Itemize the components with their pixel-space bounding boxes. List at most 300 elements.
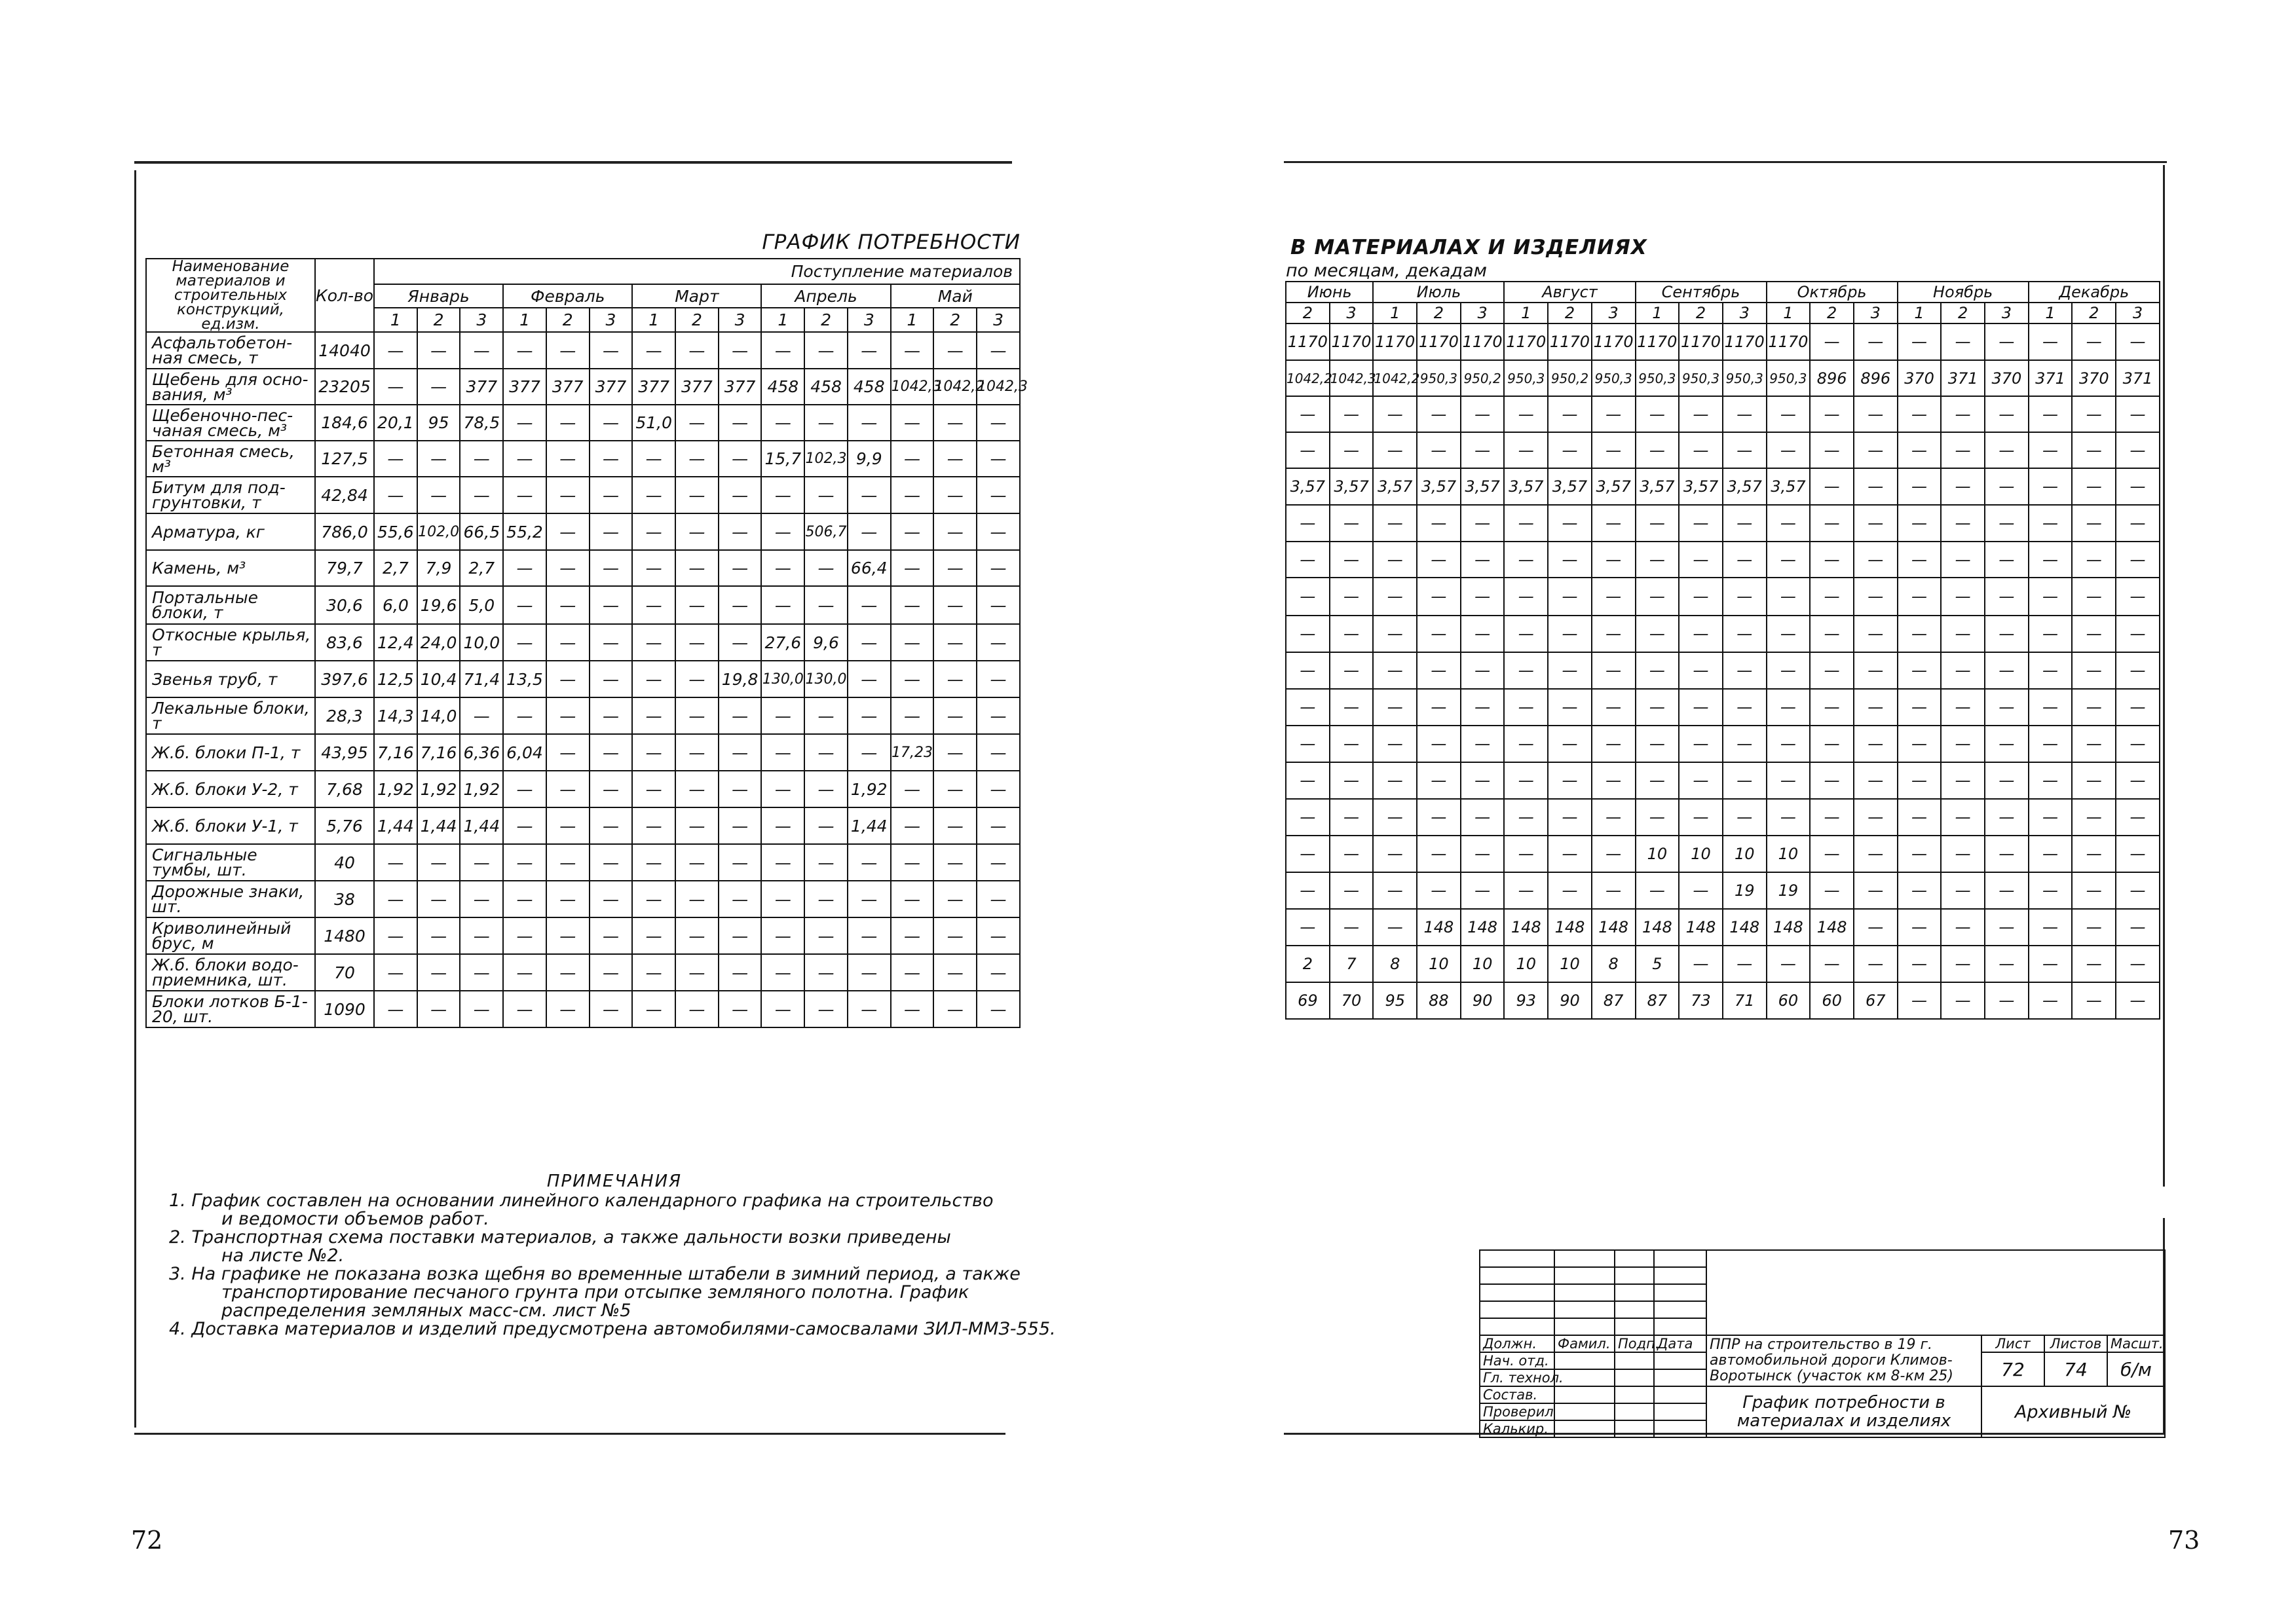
supply-cell: — <box>1679 799 1723 836</box>
supply-cell: — <box>2116 652 2160 689</box>
month-header: Август <box>1504 282 1635 303</box>
table-row <box>1286 616 2160 652</box>
supply-cell: — <box>1636 799 1680 836</box>
material-quantity: 23205 <box>315 369 374 405</box>
stamp-role-0: Нач. отд. <box>1480 1352 1554 1369</box>
supply-cell: — <box>632 954 675 991</box>
supply-cell: — <box>1723 616 1767 652</box>
supply-cell: — <box>374 844 417 881</box>
supply-cell: — <box>1898 323 1942 360</box>
table-row <box>146 332 1020 369</box>
supply-cell: 1,44 <box>460 807 503 844</box>
supply-cell: — <box>2029 505 2073 542</box>
supply-cell: — <box>1636 396 1680 432</box>
supply-cell: 6,0 <box>374 586 417 624</box>
supply-cell: — <box>1985 836 2029 872</box>
supply-cell: — <box>1810 762 1854 799</box>
supply-cell: — <box>675 624 719 661</box>
stamp-sheet-label: Лист <box>1981 1335 2044 1352</box>
supply-cell: — <box>1330 505 1374 542</box>
table-row <box>146 477 1020 513</box>
supply-cell: — <box>933 661 977 697</box>
decade-header: 2 <box>417 308 460 332</box>
supply-cell: — <box>804 477 848 513</box>
supply-cell: — <box>1854 468 1898 505</box>
supply-cell: — <box>546 697 590 734</box>
supply-cell: 148 <box>1810 909 1854 946</box>
supply-cell: — <box>590 586 633 624</box>
decade-header: 1 <box>891 308 934 332</box>
material-name: Криволинейный брус, м <box>146 917 315 954</box>
supply-cell: — <box>848 332 891 369</box>
supply-cell: — <box>977 513 1020 550</box>
supply-cell: — <box>417 917 460 954</box>
supply-cell: — <box>675 954 719 991</box>
supply-cell: — <box>933 807 977 844</box>
supply-cell: — <box>1461 836 1505 872</box>
month-header: Февраль <box>503 284 632 308</box>
supply-cell: — <box>1461 799 1505 836</box>
supply-cell: — <box>1461 396 1505 432</box>
supply-cell: 7 <box>1330 946 1374 982</box>
supply-cell: 6,04 <box>503 734 546 771</box>
supply-cell: — <box>1373 836 1417 872</box>
stamp-label-position: Должн. <box>1480 1335 1554 1352</box>
supply-cell: — <box>804 771 848 807</box>
supply-cell: 9,9 <box>848 441 891 477</box>
supply-cell: — <box>1286 542 1330 578</box>
supply-cell: 2,7 <box>460 550 503 586</box>
supply-cell: — <box>1592 652 1636 689</box>
supply-cell: 19,6 <box>417 586 460 624</box>
supply-cell: — <box>1854 505 1898 542</box>
supply-cell: — <box>891 954 934 991</box>
supply-cell: — <box>503 881 546 917</box>
supply-cell: 377 <box>675 369 719 405</box>
supply-cell: — <box>761 550 804 586</box>
supply-cell: 1042,2 <box>933 369 977 405</box>
supply-cell: — <box>1548 652 1592 689</box>
supply-cell: — <box>1461 432 1505 468</box>
supply-cell: — <box>1767 505 1811 542</box>
supply-cell: — <box>1504 836 1548 872</box>
supply-cell: — <box>761 844 804 881</box>
material-name: Дорожные знаки, шт. <box>146 881 315 917</box>
material-name: Бетонная смесь, м³ <box>146 441 315 477</box>
stamp-project: ППР на строительство в 19 г. автомобильной дороги Климов-Воротынск (участок км 8-км 25) <box>1706 1335 1981 1386</box>
supply-cell: — <box>1898 946 1942 982</box>
supply-cell: — <box>761 991 804 1027</box>
supply-cell: — <box>1504 689 1548 726</box>
supply-cell: — <box>546 771 590 807</box>
supply-cell: — <box>891 881 934 917</box>
supply-cell: 10 <box>1723 836 1767 872</box>
supply-cell: — <box>1679 652 1723 689</box>
supply-cell: — <box>804 881 848 917</box>
supply-cell: — <box>590 513 633 550</box>
supply-cell: — <box>1286 396 1330 432</box>
supply-cell: — <box>2029 432 2073 468</box>
supply-cell: — <box>977 991 1020 1027</box>
supply-cell: — <box>2116 542 2160 578</box>
supply-cell: — <box>1854 652 1898 689</box>
supply-cell: — <box>632 734 675 771</box>
supply-cell: — <box>2072 468 2116 505</box>
supply-cell: 148 <box>1767 909 1811 946</box>
supply-cell: 377 <box>632 369 675 405</box>
supply-cell: — <box>1548 836 1592 872</box>
supply-cell: — <box>417 954 460 991</box>
stamp-label-surname: Фамил. <box>1554 1335 1615 1352</box>
supply-cell: — <box>761 697 804 734</box>
supply-cell: 377 <box>590 369 633 405</box>
supply-cell: — <box>1330 836 1374 872</box>
supply-cell: 78,5 <box>460 405 503 441</box>
material-quantity: 83,6 <box>315 624 374 661</box>
supply-cell: 1170 <box>1373 323 1417 360</box>
supply-cell: — <box>1898 652 1942 689</box>
supply-cell: — <box>719 954 762 991</box>
supply-cell: — <box>891 771 934 807</box>
supply-cell: 19 <box>1767 872 1811 909</box>
supply-cell: — <box>933 405 977 441</box>
supply-cell: 10 <box>1636 836 1680 872</box>
decade-header: 1 <box>1504 303 1548 323</box>
supply-cell: — <box>2029 726 2073 762</box>
supply-cell: 10,4 <box>417 661 460 697</box>
supply-cell: — <box>1854 909 1898 946</box>
supply-cell: — <box>1592 578 1636 616</box>
supply-cell: — <box>1985 505 2029 542</box>
supply-cell: — <box>1504 578 1548 616</box>
decade-header: 2 <box>1810 303 1854 323</box>
supply-cell: — <box>2072 323 2116 360</box>
supply-cell: — <box>1636 578 1680 616</box>
supply-cell: — <box>1286 909 1330 946</box>
supply-cell: — <box>374 369 417 405</box>
supply-cell: 950,2 <box>1548 360 1592 396</box>
supply-cell: — <box>1417 652 1461 689</box>
supply-cell: 1170 <box>1461 323 1505 360</box>
supply-cell: — <box>546 954 590 991</box>
supply-cell: — <box>1330 799 1374 836</box>
supply-cell: — <box>1592 505 1636 542</box>
supply-cell: — <box>1898 872 1942 909</box>
table-row <box>146 954 1020 991</box>
supply-cell: 6,36 <box>460 734 503 771</box>
table-row <box>1286 652 2160 689</box>
supply-cell: — <box>1985 689 2029 726</box>
supply-cell: — <box>1373 909 1417 946</box>
supply-cell: — <box>1679 872 1723 909</box>
decade-header: 3 <box>1854 303 1898 323</box>
supply-cell: — <box>2072 762 2116 799</box>
supply-cell: — <box>1286 578 1330 616</box>
supply-cell: — <box>1286 726 1330 762</box>
supply-cell: — <box>374 441 417 477</box>
supply-cell: — <box>2072 432 2116 468</box>
supply-cell: — <box>590 881 633 917</box>
supply-cell: — <box>1898 909 1942 946</box>
supply-cell: — <box>374 917 417 954</box>
supply-cell: — <box>1636 872 1680 909</box>
supply-cell: — <box>460 881 503 917</box>
supply-cell: — <box>1810 432 1854 468</box>
supply-cell: — <box>632 624 675 661</box>
bottom-rule <box>134 1433 1005 1435</box>
supply-cell: — <box>2029 578 2073 616</box>
supply-cell: — <box>1373 396 1417 432</box>
supply-cell: — <box>2116 946 2160 982</box>
materials-table-right <box>1285 261 2160 1020</box>
decade-header: 3 <box>719 308 762 332</box>
supply-cell: — <box>675 881 719 917</box>
supply-cell: 17,23 <box>891 734 934 771</box>
note-item: 2. Транспортная схема поставки материалов, а также дальности возки приведены <box>169 1227 951 1247</box>
stamp-sheet-value: 72 <box>1981 1352 2044 1386</box>
material-name: Портальные блоки, т <box>146 586 315 624</box>
supply-cell: — <box>546 441 590 477</box>
supply-cell: 15,7 <box>761 441 804 477</box>
supply-cell: — <box>417 332 460 369</box>
supply-cell: — <box>675 771 719 807</box>
supply-cell: — <box>1373 616 1417 652</box>
decade-header: 2 <box>2072 303 2116 323</box>
supply-cell: — <box>719 513 762 550</box>
supply-cell: — <box>1810 505 1854 542</box>
supply-cell: — <box>1810 542 1854 578</box>
supply-cell: — <box>546 513 590 550</box>
decade-header: 3 <box>1330 303 1374 323</box>
supply-cell: — <box>1417 542 1461 578</box>
decade-header: 3 <box>460 308 503 332</box>
supply-cell: — <box>1679 616 1723 652</box>
supply-cell: — <box>1330 542 1374 578</box>
supply-cell: — <box>1898 616 1942 652</box>
supply-cell: — <box>1417 872 1461 909</box>
supply-cell: 458 <box>804 369 848 405</box>
supply-cell: — <box>503 624 546 661</box>
supply-cell: 458 <box>761 369 804 405</box>
supply-cell: — <box>632 881 675 917</box>
header-supply: Поступление материалов <box>374 259 1020 284</box>
supply-cell: — <box>632 771 675 807</box>
supply-cell: — <box>1592 616 1636 652</box>
supply-cell: — <box>546 881 590 917</box>
supply-cell: — <box>1373 652 1417 689</box>
supply-cell: — <box>1330 726 1374 762</box>
supply-cell: 1042,3 <box>977 369 1020 405</box>
supply-cell: — <box>848 917 891 954</box>
supply-cell: — <box>933 513 977 550</box>
table-row <box>146 586 1020 624</box>
supply-cell: — <box>1985 762 2029 799</box>
supply-cell: — <box>1679 542 1723 578</box>
supply-cell: 70 <box>1330 982 1374 1019</box>
supply-cell: — <box>2072 689 2116 726</box>
material-quantity: 14040 <box>315 332 374 369</box>
supply-cell: — <box>2116 323 2160 360</box>
supply-cell: — <box>891 441 934 477</box>
supply-cell: 950,2 <box>1461 360 1505 396</box>
supply-cell: — <box>2116 396 2160 432</box>
supply-cell: — <box>546 405 590 441</box>
stamp-label-date: Дата <box>1654 1335 1706 1352</box>
supply-cell: — <box>1854 542 1898 578</box>
supply-cell: — <box>1417 616 1461 652</box>
supply-cell: — <box>848 405 891 441</box>
decade-header: 3 <box>1723 303 1767 323</box>
supply-cell: 12,4 <box>374 624 417 661</box>
supply-cell: — <box>1810 799 1854 836</box>
supply-cell: — <box>1941 909 1985 946</box>
supply-cell: — <box>1810 726 1854 762</box>
supply-cell: — <box>1679 578 1723 616</box>
supply-cell: 458 <box>848 369 891 405</box>
supply-cell: 3,57 <box>1504 468 1548 505</box>
decade-header: 2 <box>933 308 977 332</box>
supply-cell: 60 <box>1767 982 1811 1019</box>
supply-cell: — <box>675 917 719 954</box>
supply-cell: 51,0 <box>632 405 675 441</box>
decade-header: 1 <box>1636 303 1680 323</box>
table-row <box>1286 396 2160 432</box>
supply-cell: 95 <box>417 405 460 441</box>
supply-cell: — <box>1636 762 1680 799</box>
supply-cell: — <box>1985 432 2029 468</box>
supply-cell: — <box>1548 432 1592 468</box>
decade-header: 2 <box>1548 303 1592 323</box>
supply-cell: — <box>1985 799 2029 836</box>
supply-cell: — <box>1985 909 2029 946</box>
materials-table-left <box>145 258 1028 1028</box>
supply-cell: — <box>804 697 848 734</box>
supply-cell: — <box>1898 578 1942 616</box>
supply-cell: — <box>1854 872 1898 909</box>
supply-cell: — <box>848 477 891 513</box>
supply-cell: — <box>1592 799 1636 836</box>
supply-cell: — <box>590 661 633 697</box>
supply-cell: — <box>761 881 804 917</box>
supply-cell: — <box>1636 505 1680 542</box>
supply-cell: — <box>590 550 633 586</box>
supply-cell: — <box>2116 578 2160 616</box>
stamp-label-signature: Подп. <box>1615 1335 1654 1352</box>
supply-cell: — <box>675 991 719 1027</box>
supply-cell: — <box>977 661 1020 697</box>
supply-cell: — <box>1417 799 1461 836</box>
supply-cell: — <box>1898 799 1942 836</box>
supply-cell: — <box>977 881 1020 917</box>
supply-cell: — <box>1810 946 1854 982</box>
table-row <box>146 991 1020 1027</box>
table-row <box>1286 578 2160 616</box>
note-item: 1. График составлен на основании линейного календарного графика на строительство <box>169 1190 994 1211</box>
supply-cell: — <box>503 917 546 954</box>
supply-cell: — <box>546 550 590 586</box>
supply-cell: — <box>1679 432 1723 468</box>
supply-cell: — <box>590 844 633 881</box>
supply-cell: — <box>417 477 460 513</box>
note-item-continuation: и ведомости объемов работ. <box>221 1209 489 1229</box>
supply-cell: — <box>460 441 503 477</box>
supply-cell: — <box>848 661 891 697</box>
supply-cell: — <box>848 697 891 734</box>
supply-cell: — <box>1723 432 1767 468</box>
supply-cell: — <box>1504 505 1548 542</box>
supply-cell: — <box>848 991 891 1027</box>
table-row <box>1286 360 2160 396</box>
supply-cell: — <box>1941 616 1985 652</box>
supply-cell: — <box>1985 872 2029 909</box>
supply-cell: — <box>460 917 503 954</box>
supply-cell: — <box>1941 762 1985 799</box>
decade-header: 1 <box>632 308 675 332</box>
supply-cell: — <box>2072 799 2116 836</box>
supply-cell: — <box>2029 836 2073 872</box>
supply-cell: 10 <box>1679 836 1723 872</box>
table-row <box>146 369 1020 405</box>
supply-cell: 5,0 <box>460 586 503 624</box>
supply-cell: 1170 <box>1548 323 1592 360</box>
supply-cell: — <box>977 917 1020 954</box>
supply-cell: 19 <box>1723 872 1767 909</box>
supply-cell: — <box>503 697 546 734</box>
material-name: Лекальные блоки, т <box>146 697 315 734</box>
supply-cell: — <box>2029 616 2073 652</box>
table-subtitle: по месяцам, декадам <box>1286 261 1487 281</box>
supply-cell: — <box>761 771 804 807</box>
supply-cell: 377 <box>546 369 590 405</box>
supply-cell: — <box>1898 689 1942 726</box>
supply-cell: — <box>1636 616 1680 652</box>
material-name: Откосные крылья, т <box>146 624 315 661</box>
supply-cell: — <box>1548 396 1592 432</box>
table-row <box>1286 505 2160 542</box>
table-row <box>146 405 1020 441</box>
supply-cell: — <box>503 954 546 991</box>
supply-cell: — <box>632 513 675 550</box>
supply-cell: — <box>1286 872 1330 909</box>
supply-cell: 1042,3 <box>1330 360 1374 396</box>
supply-cell: — <box>374 477 417 513</box>
supply-cell: 370 <box>1985 360 2029 396</box>
supply-cell: — <box>1636 689 1680 726</box>
supply-cell: — <box>1941 468 1985 505</box>
supply-cell: — <box>1461 652 1505 689</box>
supply-cell: — <box>2116 982 2160 1019</box>
right-page <box>1145 0 2290 1624</box>
month-header: Ноябрь <box>1898 282 2029 303</box>
supply-cell: 87 <box>1636 982 1680 1019</box>
supply-cell: — <box>977 405 1020 441</box>
table-row <box>1286 432 2160 468</box>
supply-cell: — <box>891 513 934 550</box>
supply-cell: 1170 <box>1504 323 1548 360</box>
supply-cell: — <box>2072 946 2116 982</box>
supply-cell: — <box>1810 836 1854 872</box>
supply-cell: — <box>632 661 675 697</box>
supply-cell: 88 <box>1417 982 1461 1019</box>
supply-cell: 3,57 <box>1286 468 1330 505</box>
decade-header: 3 <box>977 308 1020 332</box>
supply-cell: — <box>2029 689 2073 726</box>
supply-cell: — <box>933 881 977 917</box>
supply-cell: — <box>891 332 934 369</box>
table-row <box>146 550 1020 586</box>
supply-cell: — <box>1898 982 1942 1019</box>
supply-cell: — <box>2072 396 2116 432</box>
